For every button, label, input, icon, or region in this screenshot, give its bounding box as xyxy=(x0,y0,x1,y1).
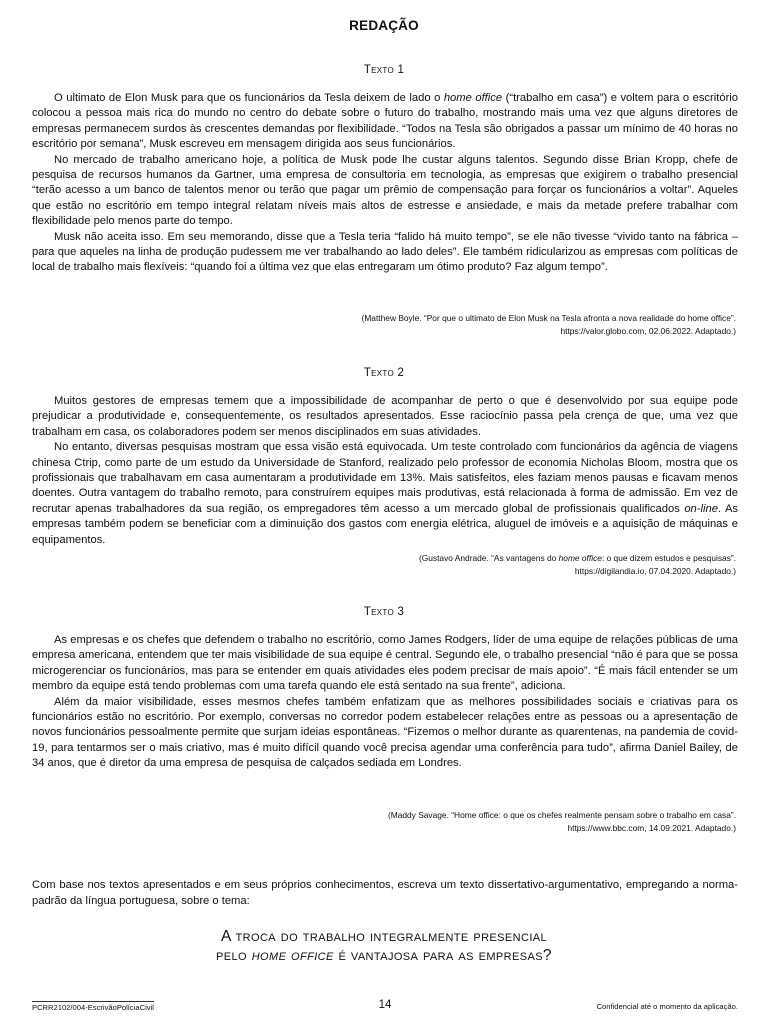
essay-prompt: Com base nos textos apresentados e em seus próprios conhecimentos, escreva um texto dissertativo-argumentativo, empregando a norma-padrão da língua portuguesa, sobre o tema: xyxy=(32,879,738,907)
texto2-source-emphasis: home office xyxy=(558,553,602,563)
essay-theme-line-1: A troca do trabalho integralmente presencial xyxy=(220,928,548,945)
texto1-paragraph-3: Musk não aceita isso. Em seu memorando, disse que a Tesla teria “falido há muito tempo”, se ele não tivesse “vivido tanto na fábrica – para que aqueles na linha de produção pudessem me ver trabalhando ao lado deles”. Ele também ridicularizou as empresas com políticas de local de trabalho mais flexíveis: “quando foi a última vez que elas entregaram um ótimo produto? Faz algum tempo”. xyxy=(32,230,738,274)
texto1-source-line-1: (Matthew Boyle. “Por que o ultimato de Elon Musk na Tesla afronta a nova realidade do home office”. xyxy=(361,313,736,323)
texto2-source xyxy=(136,552,736,577)
texto1-body xyxy=(32,91,738,276)
essay-theme-line-2 xyxy=(0,946,768,965)
texto1-source-line-2: https://valor.globo.com, 02.06.2022. Adaptado.) xyxy=(560,325,736,336)
page-number: 14 xyxy=(378,999,392,1011)
texto1-p1-part-b: (“trabalho em casa”) e voltem para o escritório colocou a pessoa mais rica do mundo no centro do debate sobre o futuro do trabalho, mostrando mais uma vez que alguns diretores de empresas permanecem surdos às crescentes demandas por flexibilidade. “Todos na Tesla são obrigados a passar um mínimo de 40 horas no escritório por semana”, Musk escreveu em mensagem dirigida aos seus funcionários. xyxy=(32,92,739,151)
texto3-source-line-2: https://www.bbc.com, 14.09.2021. Adaptado.) xyxy=(567,822,736,833)
essay-theme xyxy=(0,927,768,965)
page-footer xyxy=(32,999,738,1015)
texto2-source-line-1 xyxy=(136,552,736,565)
texto3-body xyxy=(32,633,738,772)
texto3-paragraph-2: Além da maior visibilidade, esses mesmos chefes também enfatizam que as melhores possibilidades sociais e criativas para os funcionários estão no escritório. Por exemplo, conversas no corredor podem estabelecer relações entre as pessoas ou a apresentação de novos funcionários pessoalmente permite que surjam ideias espontâneas. “Fizemos o melhor durante as quarentenas, na pandemia de covid-19, para tentarmos ser o mais criativo, mas é muito difícil quando você precisa agendar uma conferência para tudo”, afirma Daniel Bailey, de 34 anos, que é diretor da uma empresa de pesquisa de calçados sediada em Londres. xyxy=(32,695,738,770)
texto3-paragraph-1: As empresas e os chefes que defendem o trabalho no escritório, como James Rodgers, líder de uma equipe de relações públicas de uma empresa americana, entendem que ter mais visibilidade de sua equipe é central. Segundo ele, o trabalho presencial “não é para que se possa microgerenciar os funcionários, mas para se entender em quais atividades eles podem precisar de mais apoio”. “É mais fácil entender se um membro da equipe está tendo problemas com uma tarefa quando ele está sentado na sua frente”, adiciona. xyxy=(32,634,738,693)
essay-theme-emphasis: home office xyxy=(251,947,334,964)
confidential-note: Confidencial até o momento da aplicação. xyxy=(596,1002,738,1011)
texto2-source-part-b: : o que dizem estudos e pesquisas”. xyxy=(601,553,736,563)
exam-code: PCRR2102/004-EscrivãoPolíciaCivil xyxy=(32,1003,154,1012)
texto1-paragraph-1 xyxy=(32,91,738,153)
essay-theme-part-b: é vantajosa para as empresas? xyxy=(333,947,552,964)
texto1-p1-part-a: O ultimato de Elon Musk para que os funcionários da Tesla deixem de lado o xyxy=(54,92,444,104)
texto2-heading: Texto 2 xyxy=(363,367,405,379)
texto1-heading: Texto 1 xyxy=(363,64,405,76)
texto3-source-line-1: (Maddy Savage. “Home office: o que os chefes realmente pensam sobre o trabalho em casa”. xyxy=(387,810,736,820)
texto2-body xyxy=(32,394,738,548)
texto1-paragraph-2: No mercado de trabalho americano hoje, a política de Musk pode lhe custar alguns talentos. Segundo disse Brian Kropp, chefe de pesquisa de recursos humanos da Gartner, uma empresa de consultoria em tecnologia, as empresas que exigirem o trabalho presencial “terão acesso a um banco de talentos menor ou terão que pagar um prêmio de compensação para forçar os funcionários a voltar”. Aqueles que estão no escritório em tempo integral relatam níveis mais altos de estresse e ansiedade, e mais da metade prefere trabalhar com flexibilidade pelo menos parte do tempo. xyxy=(32,153,738,228)
texto1-p1-emphasis: home office xyxy=(443,92,503,104)
texto2-p2-part-b: . As empresas também podem se beneficiar com a diminuição dos gastos com energia elétrica, aluguel de imóveis e a aquisição de máquinas e equipamentos. xyxy=(32,502,739,546)
texto2-paragraph-1: Muitos gestores de empresas temem que a impossibilidade de acompanhar de perto o que é desenvolvido por sua equipe pode prejudicar a produtividade e, consequentemente, os resultados apresentados. Esse raciocínio passa pela crença de que, uma vez que trabalham em casa, os colaboradores podem ser menos disciplinados em suas atividades. xyxy=(32,395,738,438)
texto2-p2-emphasis: on-line xyxy=(684,502,718,515)
texto2-paragraph-2 xyxy=(32,440,738,548)
texto2-p2-part-a: No entanto, diversas pesquisas mostram que essa visão está equivocada. Um teste controlado com funcionários da agência de viagens chinesa Ctrip, como parte de um estudo da Universidade de Stanford, realizado pelo professor de economia Nicholas Bloom, mostra que os profissionais que trabalhavam em casa aumentaram a produtividade em 13%. Mais satisfeitos, eles faziam menos pausas e ficavam menos doentes. Outra vantagem do trabalho remoto, para construírem equipes mais produtivas, está relacionada à forma de admissão. Em vez de recrutar apenas trabalhadores da sua região, os empregadores têm acesso a um mercado global de profissionais qualificados xyxy=(32,441,738,515)
texto3-heading: Texto 3 xyxy=(363,606,405,618)
texto2-source-part-a: (Gustavo Andrade. “As vantagens do xyxy=(418,553,559,563)
texto3-source xyxy=(136,809,736,834)
page-title: REDAÇÃO xyxy=(349,18,419,33)
texto2-source-line-2: https://digilandia.io, 07.04.2020. Adaptado.) xyxy=(574,565,736,576)
essay-theme-part-a: pelo xyxy=(216,947,252,964)
texto1-source xyxy=(136,312,736,337)
